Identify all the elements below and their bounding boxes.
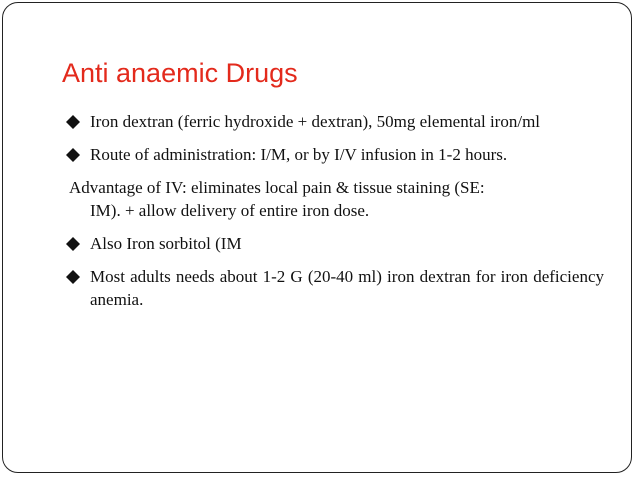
diamond-bullet-icon	[66, 148, 80, 162]
bullet-point-3	[64, 232, 604, 255]
advantage-text-line-2: IM). + allow delivery of entire iron dose.	[90, 201, 370, 220]
bullet-text: Most adults needs about 1-2 G (20-40 ml) iron dextran for iron deficiency anemia.	[90, 267, 604, 309]
advantage-paragraph	[64, 176, 604, 222]
diamond-bullet-icon	[66, 115, 80, 129]
diamond-bullet-icon	[66, 237, 80, 251]
diamond-bullet-icon	[66, 270, 80, 284]
bullet-text: Route of administration: I/M, or by I/V infusion in 1-2 hours.	[90, 145, 508, 164]
slide-title: Anti anaemic Drugs	[62, 58, 298, 88]
bullet-point-4	[64, 265, 604, 311]
bullet-point-1	[64, 110, 604, 133]
bullet-text: Iron dextran (ferric hydroxide + dextran), 50mg elemental iron/ml	[90, 112, 541, 131]
bullet-text: Also Iron sorbitol (IM	[90, 234, 242, 253]
bullet-point-2	[64, 143, 604, 166]
slide-body	[64, 110, 604, 321]
advantage-text-line-1: Advantage of IV: eliminates local pain & tissue staining (SE:	[69, 178, 485, 197]
